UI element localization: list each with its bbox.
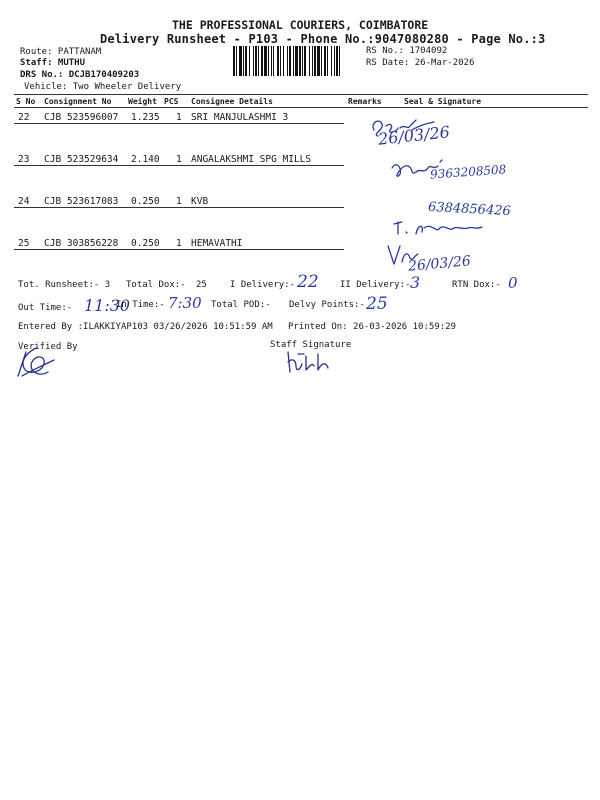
in-time-label: In Time:-	[116, 300, 165, 310]
col-consignment: Consignment No	[44, 97, 112, 106]
row-pcs: 1	[176, 196, 182, 207]
handwritten-signature	[392, 218, 502, 240]
row-consignee: SRI MANJULASHMI 3	[191, 112, 289, 123]
row-weight: 2.140	[131, 154, 160, 165]
col-remarks: Remarks	[348, 97, 382, 106]
verifier-signature	[14, 346, 60, 380]
handwritten-phone: 9363208508	[429, 162, 507, 182]
row-divider	[14, 249, 344, 250]
row-sno: 23	[18, 154, 30, 165]
row-consignee: KVB	[191, 196, 209, 207]
row-consignment: CJB 523596007	[44, 112, 119, 123]
rs-date: RS Date: 26-Mar-2026	[366, 58, 475, 68]
row-weight: 0.250	[131, 238, 160, 249]
staff-signature-label: Staff Signature	[270, 340, 352, 350]
printed-on: Printed On: 26-03-2026 10:59:29	[288, 322, 456, 332]
row-weight: 1.235	[131, 112, 160, 123]
row-weight: 0.250	[131, 196, 160, 207]
staff-signature	[284, 350, 340, 376]
i-delivery-value: 22	[297, 272, 319, 292]
handwritten-date: 26/03/26	[377, 122, 451, 149]
row-consignment: CJB 523617083	[44, 196, 119, 207]
entered-by: Entered By :ILAKKIYAP103 03/26/2026 10:51:59 AM	[18, 322, 273, 332]
row-sno: 25	[18, 238, 30, 249]
table-header-bottom-rule	[14, 107, 588, 108]
out-time-label: Out Time:-	[18, 303, 73, 313]
row-consignment: CJB 523529634	[44, 154, 119, 165]
verified-by-label: Verified By	[18, 342, 78, 352]
route-label: Route: PATTANAM	[20, 47, 102, 57]
row-consignee: HEMAVATHI	[191, 238, 243, 249]
row-consignment: CJB 303856228	[44, 238, 119, 249]
i-delivery-label: I Delivery:-	[230, 280, 296, 290]
row-divider	[14, 123, 344, 124]
row-pcs: 1	[176, 238, 182, 249]
handwritten-phone: 6384856426	[427, 199, 512, 220]
vehicle-label: Vehicle: Two Wheeler Delivery	[24, 82, 182, 92]
row-divider	[14, 207, 344, 208]
delvy-points-value: 25	[366, 294, 388, 314]
col-weight: Weight	[128, 97, 157, 106]
row-sno: 22	[18, 112, 30, 123]
rtn-dox-value: 0	[508, 274, 518, 292]
table-header-top-rule	[14, 94, 588, 95]
row-pcs: 1	[176, 112, 182, 123]
out-time-value: 11:30	[84, 296, 131, 315]
drs-number: DRS No.: DCJB170409203	[20, 70, 140, 80]
barcode	[233, 46, 361, 76]
ii-delivery-value: 3	[410, 273, 421, 292]
handwritten-date: 26/03/26	[407, 253, 472, 275]
row-pcs: 1	[176, 154, 182, 165]
ii-delivery-label: II Delivery:-	[340, 280, 411, 290]
total-dox-label: Total Dox:-	[126, 280, 186, 290]
row-consignee: ANGALAKSHMI SPG MILLS	[191, 154, 312, 165]
total-pod-label: Total POD:-	[211, 300, 271, 310]
delvy-points-label: Delvy Points:-	[289, 300, 365, 310]
staff-label: Staff: MUTHU	[20, 58, 86, 68]
total-dox-value: 25	[196, 280, 207, 290]
in-time-value: 7:30	[168, 294, 202, 312]
row-divider	[14, 165, 344, 166]
company-name: THE PROFESSIONAL COURIERS, COIMBATORE	[172, 18, 429, 32]
tot-runsheet: Tot. Runsheet:- 3	[18, 280, 111, 290]
rtn-dox-label: RTN Dox:-	[452, 280, 501, 290]
col-sno: S No	[16, 97, 36, 106]
runsheet-title: Delivery Runsheet - P103 - Phone No.:9047080280 - Page No.:3	[100, 32, 546, 46]
rs-number: RS No.: 1704092	[366, 46, 448, 56]
row-sno: 24	[18, 196, 30, 207]
col-seal-signature: Seal & Signature	[404, 97, 482, 106]
col-pcs: PCS	[164, 97, 179, 106]
col-consignee: Consignee Details	[191, 97, 273, 106]
